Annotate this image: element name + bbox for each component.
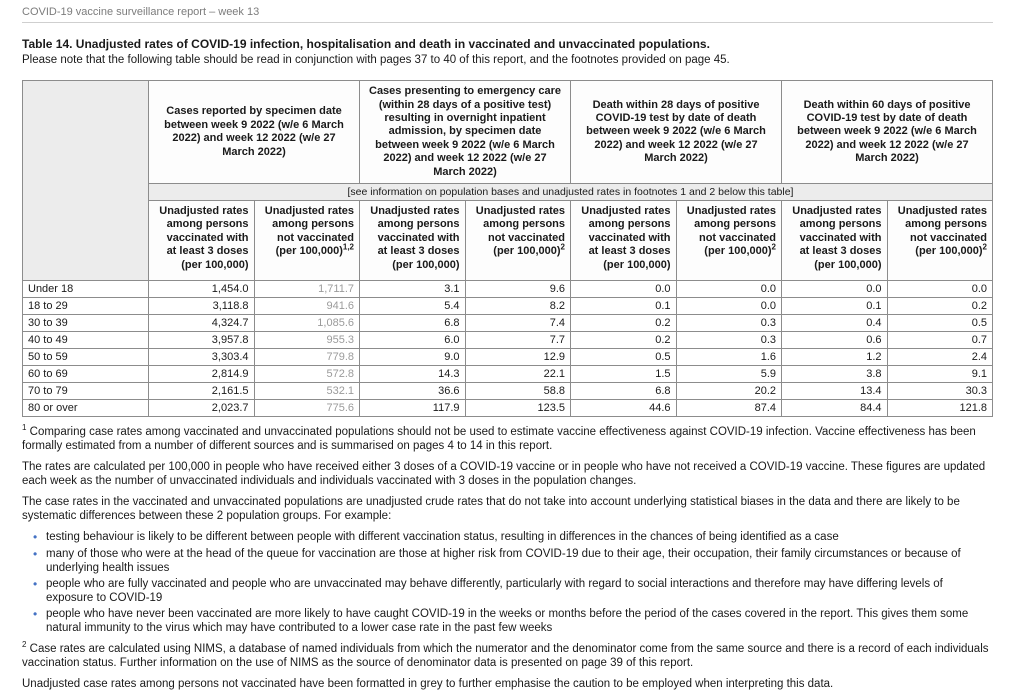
rate-value: 1.6 bbox=[676, 349, 782, 366]
rate-value: 4,324.7 bbox=[149, 315, 255, 332]
rate-value: 117.9 bbox=[360, 400, 466, 417]
column-header-footnote-marker: 2 bbox=[982, 242, 987, 252]
table-row bbox=[23, 298, 993, 315]
bias-bullet-item: • testing behaviour is likely to be different between people with different vaccination status, resulting in differences in the chances of being identified as a case bbox=[46, 531, 993, 545]
rate-value: 3,303.4 bbox=[149, 349, 255, 366]
rate-value: 14.3 bbox=[360, 366, 466, 383]
group-header-row bbox=[23, 81, 993, 184]
table-title: Table 14. Unadjusted rates of COVID-19 infection, hospitalisation and death in vaccinated and unvaccinated populations. bbox=[22, 37, 710, 51]
rate-value: 3.1 bbox=[360, 281, 466, 298]
footnote-1-marker: 1 bbox=[22, 423, 27, 433]
rate-value: 3,118.8 bbox=[149, 298, 255, 315]
footnote-2-marker: 2 bbox=[22, 640, 27, 650]
table-body bbox=[23, 281, 993, 417]
rate-value: 3,957.8 bbox=[149, 332, 255, 349]
column-header-text: Unadjusted rates among persons vaccinated with at least 3 doses (per 100,000) bbox=[159, 205, 249, 271]
rate-value: 0.0 bbox=[676, 298, 782, 315]
group-header-cases: Cases reported by specimen date between week 9 2022 (w/e 6 March 2022) and week 12 2022 (w/e 27 March 2022) bbox=[149, 81, 360, 184]
footnotes-section bbox=[22, 423, 993, 692]
age-group-label: 40 to 49 bbox=[23, 332, 149, 349]
column-header-footnote-marker: 2 bbox=[560, 242, 565, 252]
rates-table bbox=[22, 80, 993, 417]
rate-value: 0.0 bbox=[571, 281, 677, 298]
rate-value: 2.4 bbox=[887, 349, 993, 366]
rate-value: 532.1 bbox=[254, 383, 360, 400]
rate-value: 0.5 bbox=[571, 349, 677, 366]
age-group-label: 80 or over bbox=[23, 400, 149, 417]
footnote-grey-formatting: Unadjusted case rates among persons not vaccinated have been formatted in grey to further emphasise the caution to be employed when interpreting this data. bbox=[22, 678, 834, 691]
age-group-label: 30 to 39 bbox=[23, 315, 149, 332]
column-header bbox=[465, 201, 571, 281]
table-row bbox=[23, 366, 993, 383]
rate-value: 121.8 bbox=[887, 400, 993, 417]
rate-value: 2,814.9 bbox=[149, 366, 255, 383]
table-row bbox=[23, 332, 993, 349]
footnote-rates-calculated: The rates are calculated per 100,000 in people who have received either 3 doses of a COVID-19 vaccine or in people who have not received a COVID-19 vaccine. These figures are updated each week as the number of unvaccinated individuals and individuals vaccinated with 3 doses in the population changes. bbox=[22, 461, 986, 487]
bias-bullet-item: • people who have never been vaccinated are more likely to have caught COVID-19 in the weeks or months before the period of the cases covered in the report. This gives them some natural immunity to the virus which may have contributed to a lower case rate in the past few weeks bbox=[46, 608, 993, 635]
rate-value: 9.6 bbox=[465, 281, 571, 298]
bias-bullet-list bbox=[22, 531, 993, 635]
rate-value: 0.1 bbox=[571, 298, 677, 315]
rate-value: 0.0 bbox=[676, 281, 782, 298]
group-header-emergency-care: Cases presenting to emergency care (within 28 days of a positive test) resulting in overnight inpatient admission, by specimen date between week 9 2022 (w/e 6 March 2022) and week 12 2022 (w/e 27 March 2022) bbox=[360, 81, 571, 184]
column-header-footnote-marker: 2 bbox=[771, 242, 776, 252]
rate-value: 12.9 bbox=[465, 349, 571, 366]
group-header-death-28-days: Death within 28 days of positive COVID-19 test by date of death between week 9 2022 (w/e 6 March 2022) and week 12 2022 (w/e 27 March 2022) bbox=[571, 81, 782, 184]
column-header-text: Unadjusted rates among persons vaccinated with at least 3 doses (per 100,000) bbox=[581, 205, 671, 271]
rate-value: 572.8 bbox=[254, 366, 360, 383]
rate-value: 6.0 bbox=[360, 332, 466, 349]
bias-bullet-item: • many of those who were at the head of the queue for vaccination are those at higher risk from COVID-19 due to their age, their occupation, their family circumstances or because of underlying health issues bbox=[46, 548, 993, 575]
rate-value: 7.7 bbox=[465, 332, 571, 349]
rate-value: 0.3 bbox=[676, 332, 782, 349]
rate-value: 58.8 bbox=[465, 383, 571, 400]
rate-value: 0.3 bbox=[676, 315, 782, 332]
rate-value: 1.2 bbox=[782, 349, 888, 366]
blank-corner-cell bbox=[23, 81, 149, 281]
column-header-text: Unadjusted rates among persons vaccinated with at least 3 doses (per 100,000) bbox=[370, 205, 460, 271]
column-header-footnote-marker: 1,2 bbox=[342, 242, 354, 252]
rate-value: 775.6 bbox=[254, 400, 360, 417]
rate-value: 9.1 bbox=[887, 366, 993, 383]
column-header bbox=[360, 201, 466, 281]
age-group-label: 60 to 69 bbox=[23, 366, 149, 383]
rate-value: 8.2 bbox=[465, 298, 571, 315]
footnote-crude-rates: The case rates in the vaccinated and unvaccinated populations are unadjusted crude rates that do not take into account underlying statistical biases in the data and there are likely to be systematic differences between these 2 population groups. For example: bbox=[22, 496, 960, 522]
footnote-2-text: Case rates are calculated using NIMS, a database of named individuals from which the numerator and the denominator come from the same source and there is a record of each individuals vaccination status. Further information on the use of NIMS as the source of denominator data is presented on page 39 of this report. bbox=[22, 643, 989, 669]
rate-value: 1,454.0 bbox=[149, 281, 255, 298]
report-header: COVID-19 vaccine surveillance report – week 13 bbox=[22, 6, 993, 23]
rate-value: 6.8 bbox=[360, 315, 466, 332]
age-group-label: Under 18 bbox=[23, 281, 149, 298]
rate-value: 0.1 bbox=[782, 298, 888, 315]
rate-value: 0.4 bbox=[782, 315, 888, 332]
rate-value: 84.4 bbox=[782, 400, 888, 417]
column-header bbox=[149, 201, 255, 281]
rate-value: 0.0 bbox=[887, 281, 993, 298]
bias-bullet-item: • people who are fully vaccinated and people who are unvaccinated may behave differently, particularly with regard to social interactions and therefore may have differing levels of exposure to COVID-19 bbox=[46, 578, 993, 605]
rate-value: 0.6 bbox=[782, 332, 888, 349]
rate-value: 2,161.5 bbox=[149, 383, 255, 400]
rate-value: 6.8 bbox=[571, 383, 677, 400]
rate-value: 2,023.7 bbox=[149, 400, 255, 417]
table-row bbox=[23, 315, 993, 332]
subheader-row bbox=[23, 201, 993, 281]
table-row bbox=[23, 349, 993, 366]
rate-value: 0.2 bbox=[571, 315, 677, 332]
rate-value: 0.0 bbox=[782, 281, 888, 298]
rate-value: 941.6 bbox=[254, 298, 360, 315]
rate-value: 1,711.7 bbox=[254, 281, 360, 298]
note-row bbox=[23, 184, 993, 201]
rate-value: 36.6 bbox=[360, 383, 466, 400]
footnote-1-text: Comparing case rates among vaccinated and unvaccinated populations should not be used to estimate vaccine effectiveness against COVID-19 infection. Vaccine effectiveness has been formally estimated from a number of different sources and is summarised on pages 4 to 14 in this report. bbox=[22, 426, 976, 452]
rate-value: 0.2 bbox=[887, 298, 993, 315]
rate-value: 3.8 bbox=[782, 366, 888, 383]
table-subtitle: Please note that the following table should be read in conjunction with pages 37 to 40 of this report, and the footnotes provided on page 45. bbox=[22, 54, 730, 67]
table-row bbox=[23, 400, 993, 417]
rate-value: 1,085.6 bbox=[254, 315, 360, 332]
column-header bbox=[571, 201, 677, 281]
column-header-text: Unadjusted rates among persons not vaccinated (per 100,000) bbox=[475, 205, 565, 258]
column-header-text: Unadjusted rates among persons vaccinated with at least 3 doses (per 100,000) bbox=[792, 205, 882, 271]
column-header bbox=[887, 201, 993, 281]
rate-value: 44.6 bbox=[571, 400, 677, 417]
rate-value: 779.8 bbox=[254, 349, 360, 366]
age-group-label: 70 to 79 bbox=[23, 383, 149, 400]
rate-value: 0.7 bbox=[887, 332, 993, 349]
column-header bbox=[676, 201, 782, 281]
rate-value: 22.1 bbox=[465, 366, 571, 383]
rate-value: 9.0 bbox=[360, 349, 466, 366]
column-header-text: Unadjusted rates among persons not vaccinated (per 100,000) bbox=[686, 205, 776, 258]
group-header-death-60-days: Death within 60 days of positive COVID-19 test by date of death between week 9 2022 (w/e 6 March 2022) and week 12 2022 (w/e 27 March 2022) bbox=[782, 81, 993, 184]
footnote-reference-note: [see information on population bases and unadjusted rates in footnotes 1 and 2 below this table] bbox=[149, 184, 993, 201]
table-row bbox=[23, 383, 993, 400]
rate-value: 30.3 bbox=[887, 383, 993, 400]
table-row bbox=[23, 281, 993, 298]
rate-value: 87.4 bbox=[676, 400, 782, 417]
rate-value: 20.2 bbox=[676, 383, 782, 400]
column-header-text: Unadjusted rates among persons not vaccinated (per 100,000) bbox=[897, 205, 987, 258]
column-header-text: Unadjusted rates among persons not vaccinated (per 100,000) bbox=[264, 205, 354, 258]
rate-value: 1.5 bbox=[571, 366, 677, 383]
rate-value: 7.4 bbox=[465, 315, 571, 332]
rate-value: 5.4 bbox=[360, 298, 466, 315]
rate-value: 955.3 bbox=[254, 332, 360, 349]
column-header bbox=[254, 201, 360, 281]
rate-value: 123.5 bbox=[465, 400, 571, 417]
column-header bbox=[782, 201, 888, 281]
rate-value: 5.9 bbox=[676, 366, 782, 383]
rate-value: 13.4 bbox=[782, 383, 888, 400]
footnote-2 bbox=[22, 640, 993, 670]
age-group-label: 18 to 29 bbox=[23, 298, 149, 315]
rate-value: 0.5 bbox=[887, 315, 993, 332]
age-group-label: 50 to 59 bbox=[23, 349, 149, 366]
rate-value: 0.2 bbox=[571, 332, 677, 349]
footnote-1 bbox=[22, 423, 993, 453]
